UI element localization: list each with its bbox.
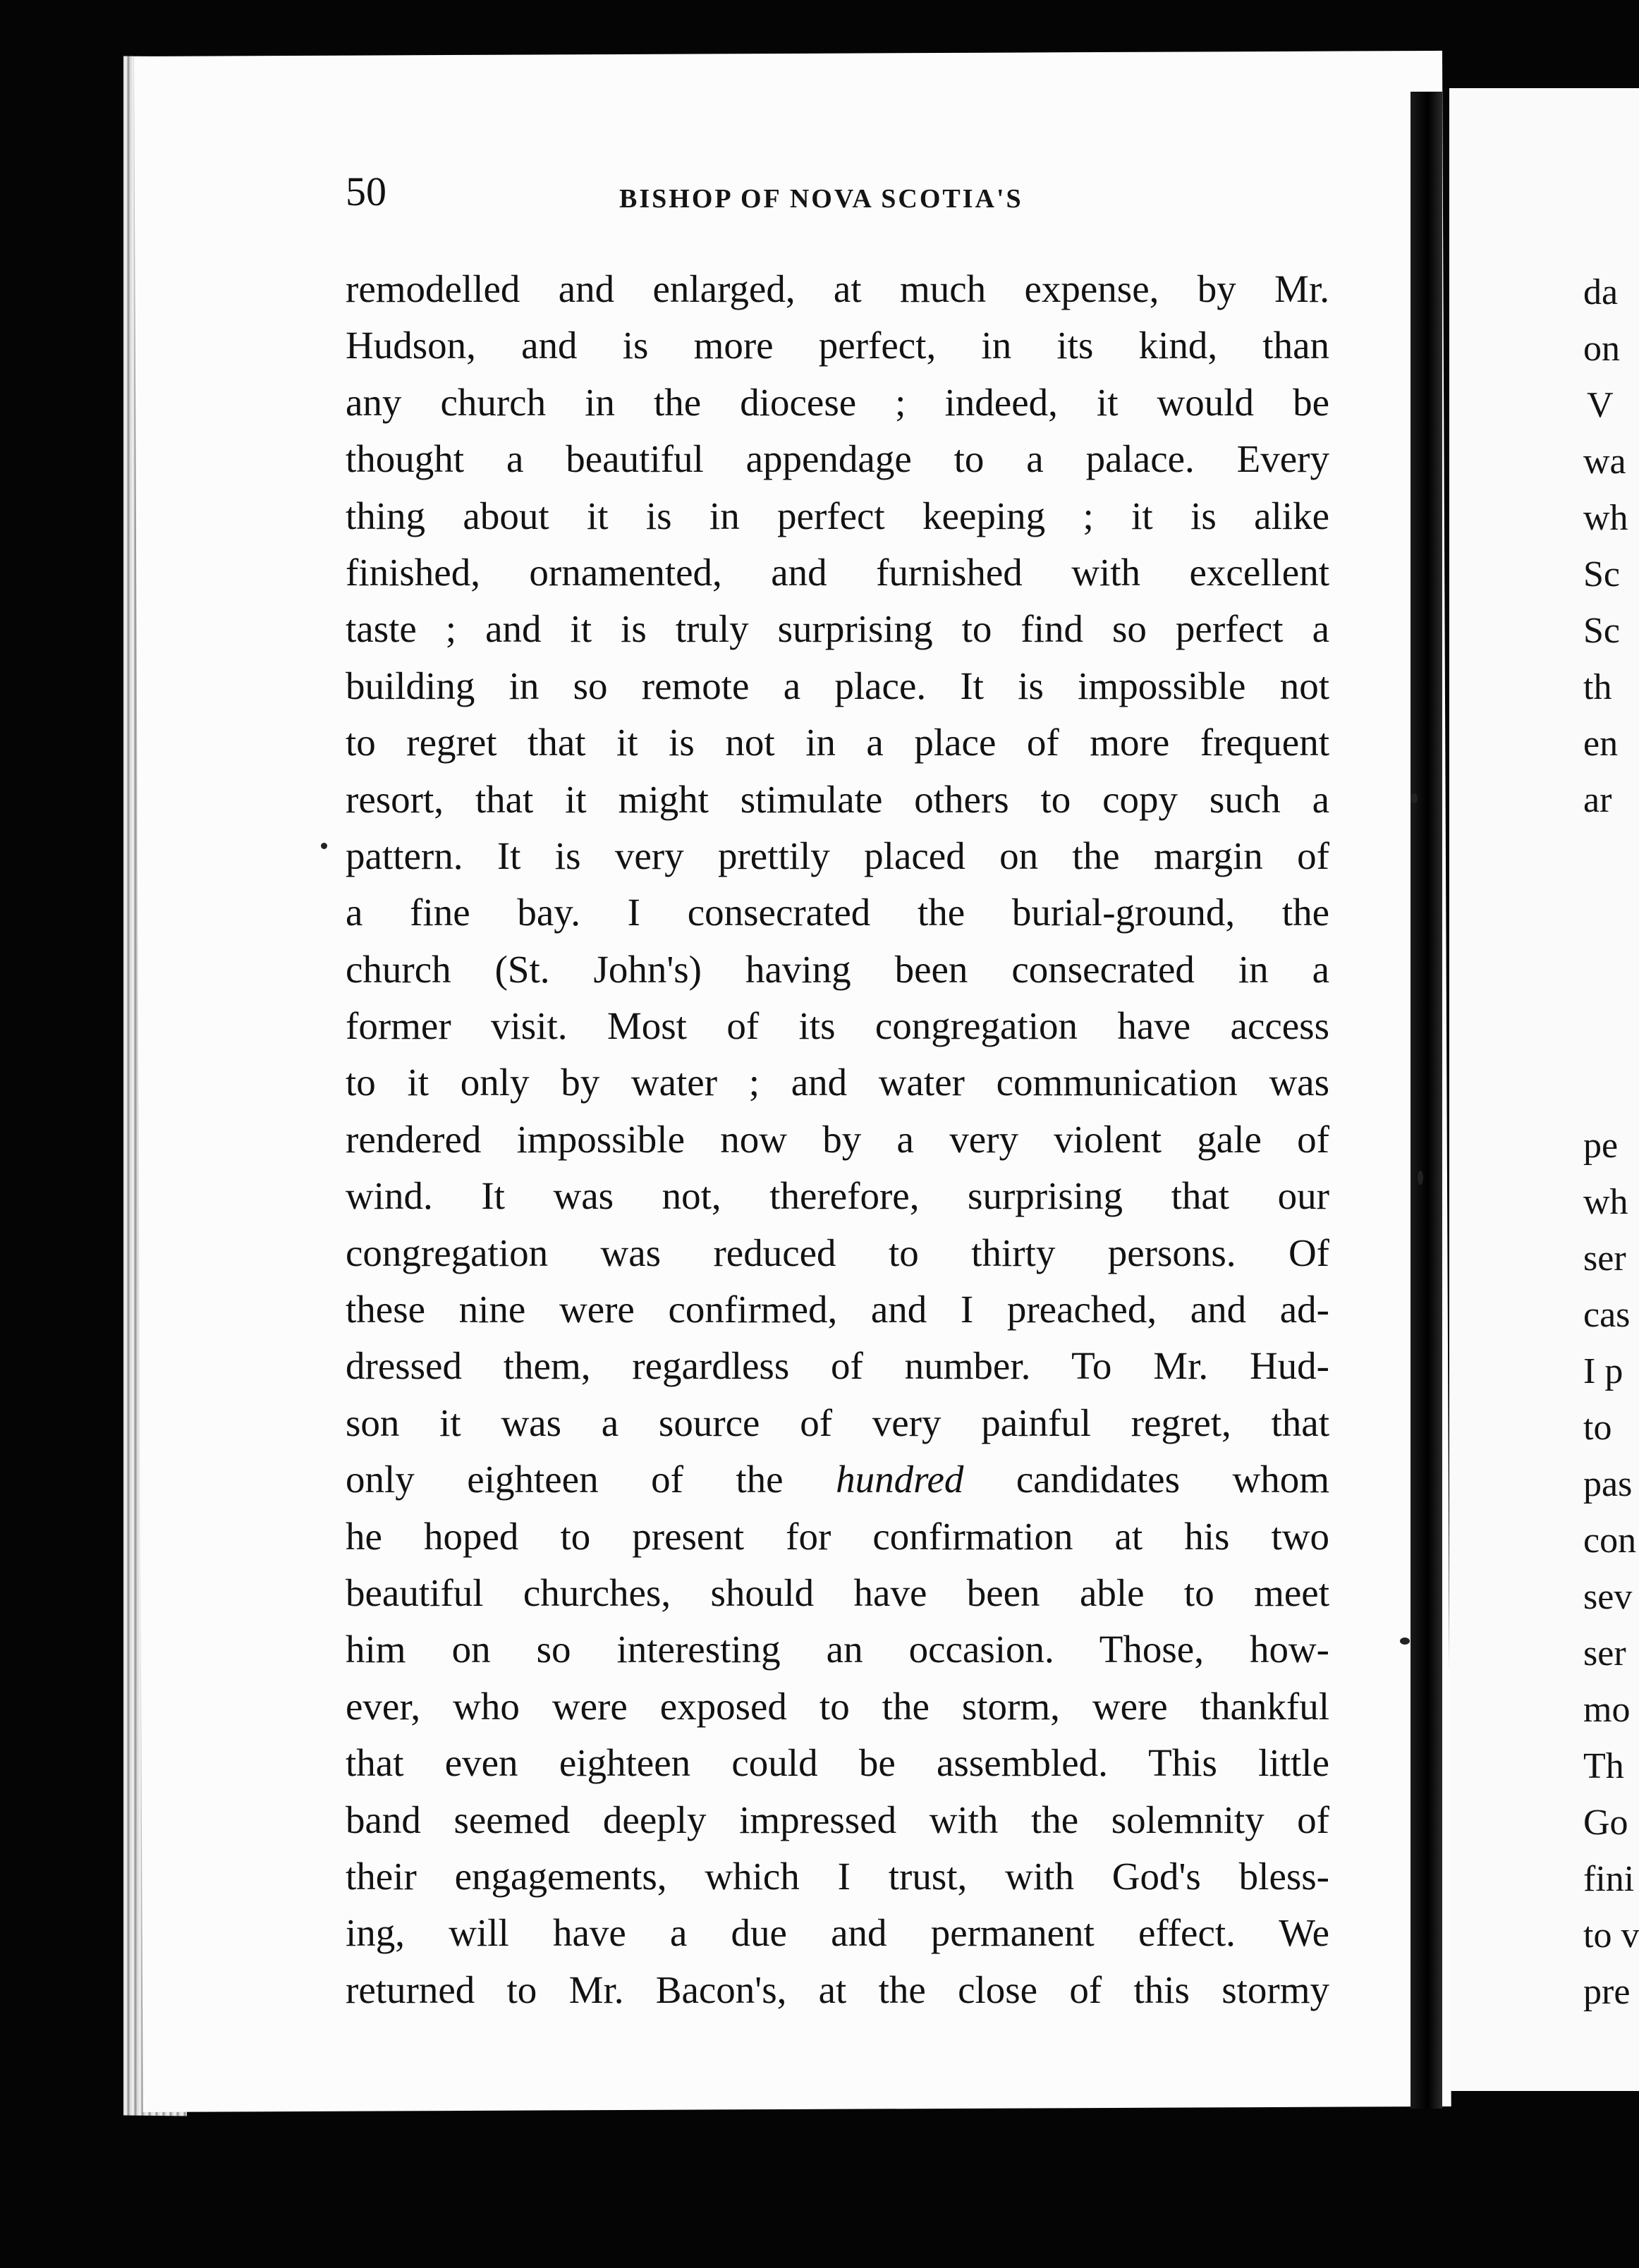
running-head-title: BISHOP OF NOVA SCOTIA'S (619, 184, 1023, 214)
fragment: ar (1583, 780, 1612, 820)
fragment: ser (1583, 1238, 1626, 1279)
fragment: mo (1583, 1690, 1631, 1730)
text-line: these nine were confirmed, and I preached, and ad- (346, 1288, 1329, 1331)
text-line: pattern. It is very prettily placed on the margin of (346, 834, 1329, 877)
fragment: sev (1583, 1577, 1633, 1617)
line-end: candidates whom (963, 1458, 1329, 1501)
fragment: I p (1583, 1351, 1623, 1391)
text-line: band seemed deeply impressed with the solemnity of (346, 1798, 1329, 1841)
scan-speck (1400, 1638, 1410, 1645)
text-line: finished, ornamented, and furnished with excellent (346, 550, 1329, 594)
fragment: pas (1583, 1464, 1633, 1504)
fragment: ser (1583, 1633, 1626, 1673)
fragment: wa (1583, 441, 1626, 482)
text-line-with-italic (346, 1451, 1329, 1508)
text-line: wind. It was not, therefore, surprising that our (346, 1174, 1329, 1218)
fragment: wh (1583, 1182, 1628, 1222)
scan-speck (321, 843, 327, 849)
fragment: Th (1583, 1746, 1624, 1786)
fragment: fini (1583, 1859, 1635, 1899)
text-line: him on so interesting an occasion. Those, how- (346, 1628, 1329, 1671)
text-line: ing, will have a due and permanent effect. We (346, 1911, 1329, 1955)
scan-speck (1418, 1171, 1423, 1185)
text-line: that even eighteen could be assembled. This little (346, 1741, 1329, 1785)
italic-word: hundred (836, 1458, 964, 1501)
fragment: wh (1583, 498, 1628, 538)
text-line: remodelled and enlarged, at much expense, by Mr. (346, 267, 1329, 310)
fragment: cas (1583, 1295, 1631, 1335)
text-line: returned to Mr. Bacon's, at the close of this stormy (346, 1968, 1329, 2011)
text-line: their engagements, which I trust, with God's bless- (346, 1854, 1329, 1898)
fragment: pre (1583, 1972, 1631, 2012)
text-line: taste ; and it is truly surprising to find so perfect a (346, 607, 1329, 651)
text-line: to regret that it is not in a place of more frequent (346, 721, 1329, 764)
body-text (346, 261, 1329, 2018)
text-line: Hudson, and is more perfect, in its kind, than (346, 324, 1329, 367)
text-line: rendered impossible now by a very violent gale of (346, 1117, 1329, 1161)
fragment: to (1583, 1408, 1612, 1448)
scan-speck (1410, 793, 1418, 803)
fragment: V (1587, 385, 1614, 425)
text-line: church (St. John's) having been consecrated in a (346, 947, 1329, 991)
text-line: congregation was reduced to thirty persons. Of (346, 1231, 1329, 1274)
fragment: on (1583, 329, 1620, 369)
text-line: he hoped to present for confirmation at his two (346, 1514, 1329, 1558)
text-line: dressed them, regardless of number. To Mr. Hud- (346, 1344, 1329, 1388)
text-line: thing about it is in perfect keeping ; it is alike (346, 494, 1329, 537)
text-line: a fine bay. I consecrated the burial-ground, the (346, 891, 1329, 934)
fragment: da (1583, 272, 1619, 312)
text-line: son it was a source of very painful regret, that (346, 1401, 1329, 1444)
text-line: ever, who were exposed to the storm, were thankful (346, 1684, 1329, 1728)
running-head (346, 162, 1333, 226)
fragment: Sc (1583, 554, 1620, 595)
fragment: Go (1583, 1803, 1628, 1843)
line-start: only eighteen of the (346, 1458, 836, 1501)
fragment: to v (1583, 1915, 1639, 1956)
fragment: th (1583, 667, 1612, 707)
fragment: Sc (1583, 611, 1620, 651)
text-line: former visit. Most of its congregation have access (346, 1004, 1329, 1048)
text-line: thought a beautiful appendage to a palace. Every (346, 437, 1329, 481)
fragment: con (1583, 1520, 1637, 1561)
text-line: resort, that it might stimulate others to copy such a (346, 777, 1329, 821)
text-line: building in so remote a place. It is impossible not (346, 664, 1329, 707)
fragment: pe (1583, 1126, 1619, 1166)
text-line: to it only by water ; and water communication was (346, 1061, 1329, 1104)
book-gutter (1410, 92, 1442, 2109)
text-line: beautiful churches, should have been able to meet (346, 1571, 1329, 1614)
text-line: any church in the diocese ; indeed, it would be (346, 380, 1329, 424)
page-number: 50 (346, 169, 386, 214)
fragment: en (1583, 724, 1619, 764)
